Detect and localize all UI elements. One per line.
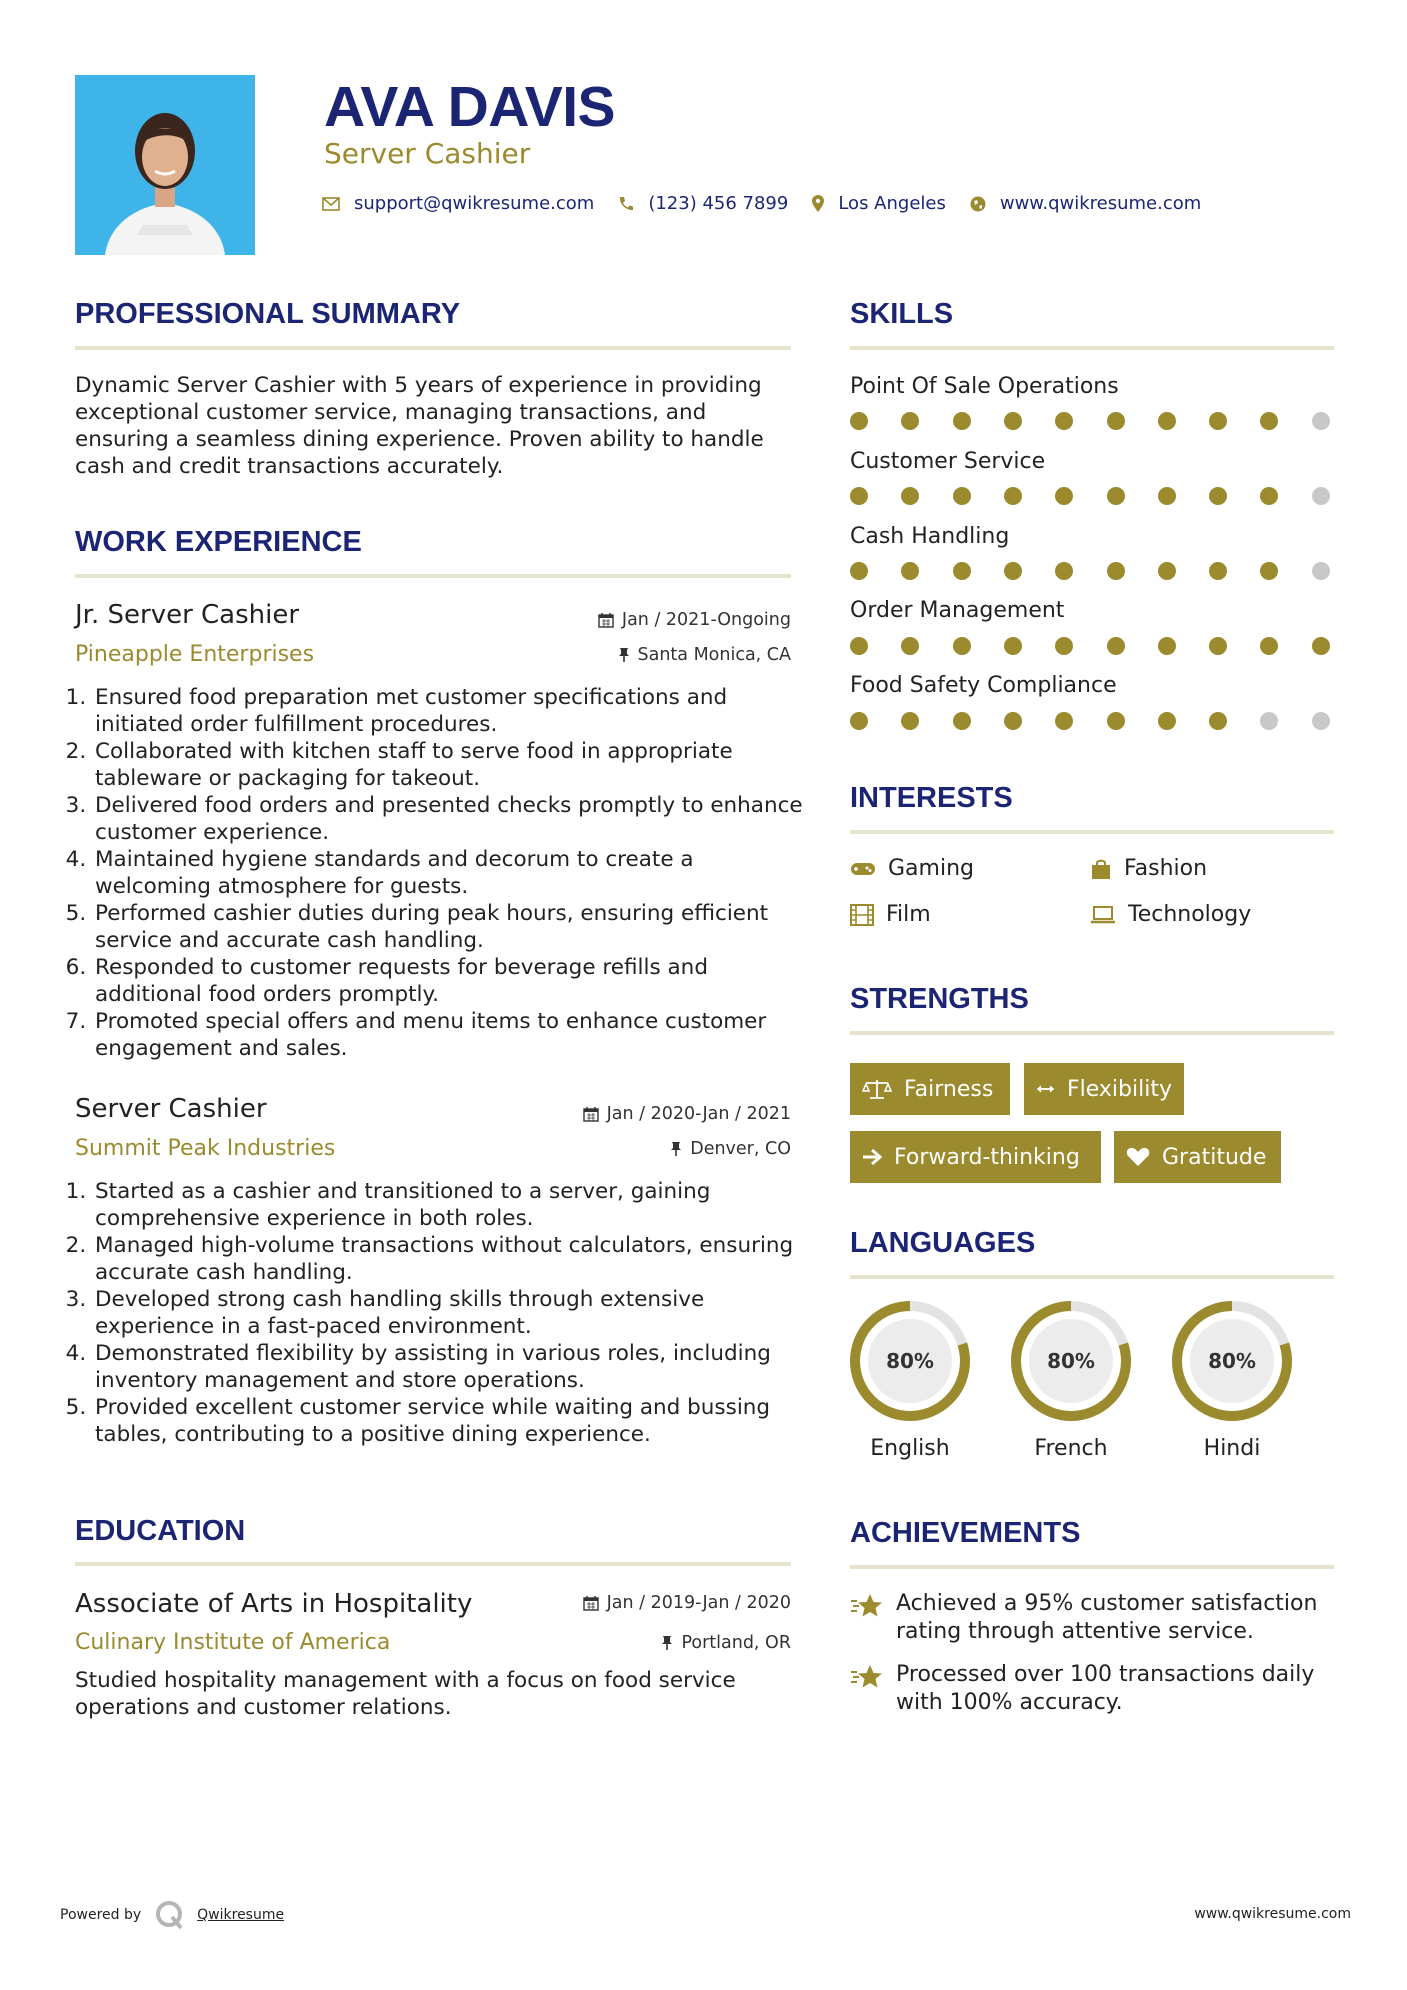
skill-dot-filled <box>1260 412 1278 430</box>
skill-dot-empty <box>1312 562 1330 580</box>
interests-rule <box>850 830 1334 834</box>
bullet-item: 4. Demonstrated flexibility by assisting in various roles, including inventory management and store operations. <box>93 1340 813 1394</box>
globe-icon <box>970 196 986 212</box>
bullet-item: 2. Collaborated with kitchen staff to serve food in appropriate tableware or packaging for takeout. <box>93 738 813 792</box>
skill-dot-filled <box>901 712 919 730</box>
calendar-icon <box>583 1595 599 1611</box>
interests-heading: INTERESTS <box>850 782 1013 814</box>
job-dates-text: Jan / 2021-Ongoing <box>621 610 791 630</box>
profile-photo <box>75 75 255 255</box>
skill-dot-filled <box>901 562 919 580</box>
skill-name: Customer Service <box>850 449 1046 474</box>
skill-dot-filled <box>1209 487 1227 505</box>
film-icon <box>850 904 874 926</box>
experience-heading: WORK EXPERIENCE <box>75 526 362 558</box>
strength-label: Forward-thinking <box>894 1144 1080 1170</box>
laptop-icon <box>1090 905 1116 925</box>
skill-dot-filled <box>850 562 868 580</box>
achievements-heading: ACHIEVEMENTS <box>850 1517 1081 1549</box>
bullet-item: 6. Responded to customer requests for beverage refills and additional food orders promptly. <box>93 954 813 1008</box>
pin-icon <box>661 1635 673 1651</box>
interest-item <box>1090 902 1251 927</box>
strengths-rule <box>850 1031 1334 1035</box>
footer-website[interactable]: www.qwikresume.com <box>1194 1906 1351 1922</box>
languages-heading: LANGUAGES <box>850 1227 1036 1259</box>
skill-dot-filled <box>1107 562 1125 580</box>
job-location <box>500 645 791 665</box>
bullet-item: 1. Started as a cashier and transitioned to a server, gaining comprehensive experience in both roles. <box>93 1178 813 1232</box>
job-title: Server Cashier <box>75 1094 267 1124</box>
bullet-item: 5. Provided excellent customer service while waiting and bussing tables, contributing to a positive dining experience. <box>93 1394 813 1448</box>
strength-badge <box>850 1063 1010 1115</box>
job-dates <box>500 1104 791 1124</box>
pin-icon <box>618 647 630 663</box>
qwikresume-logo-icon <box>153 1898 187 1932</box>
skill-dot-filled <box>1209 412 1227 430</box>
bullet-item: 4. Maintained hygiene standards and decorum to create a welcoming atmosphere for guests. <box>93 846 813 900</box>
summary-rule <box>75 346 791 350</box>
skill-dot-filled <box>1055 412 1073 430</box>
strengths-heading: STRENGTHS <box>850 983 1029 1015</box>
skill-dot-empty <box>1312 712 1330 730</box>
achievement-item <box>850 1590 1340 1646</box>
contact-website[interactable] <box>970 193 1201 214</box>
education-heading: EDUCATION <box>75 1515 246 1547</box>
skill-dot-filled <box>953 637 971 655</box>
skill-rating <box>850 712 1330 732</box>
achievement-text: Processed over 100 transactions daily with 100% accuracy. <box>896 1662 1315 1715</box>
skill-dot-filled <box>953 562 971 580</box>
skill-dot-filled <box>1107 412 1125 430</box>
job-location-text: Denver, CO <box>690 1139 791 1159</box>
interest-label: Fashion <box>1124 856 1208 881</box>
balance-scale-icon <box>862 1078 892 1100</box>
skill-dot-filled <box>901 487 919 505</box>
education-text: Studied hospitality management with a focus on food service operations and customer relations. <box>75 1668 736 1720</box>
summary-heading: PROFESSIONAL SUMMARY <box>75 298 461 330</box>
experience-rule <box>75 574 791 578</box>
job-bullets <box>75 684 813 1062</box>
envelope-icon <box>322 197 340 211</box>
bullet-item: 1. Ensured food preparation met customer specifications and initiated order fulfillment procedures. <box>93 684 813 738</box>
footer-powered-by <box>60 1898 284 1932</box>
languages-rule <box>850 1275 1334 1279</box>
contact-phone[interactable] <box>618 193 788 214</box>
language-gauge <box>1170 1299 1294 1423</box>
skill-dot-filled <box>1055 712 1073 730</box>
skill-dot-filled <box>1158 562 1176 580</box>
website-text: www.qwikresume.com <box>999 193 1202 214</box>
skills-rule <box>850 346 1334 350</box>
bullet-item: 2. Managed high-volume transactions without calculators, ensuring accurate cash handling. <box>93 1232 813 1286</box>
education-location-text: Portland, OR <box>681 1633 791 1653</box>
job-location <box>500 1139 791 1159</box>
shopping-bag-icon <box>1090 858 1112 880</box>
calendar-icon <box>598 612 614 628</box>
skill-rating <box>850 637 1330 657</box>
powered-by-text: Powered by <box>60 1907 142 1923</box>
education-location <box>500 1633 791 1653</box>
interest-item <box>850 856 974 881</box>
contact-email[interactable] <box>322 193 594 214</box>
skill-dot-filled <box>850 487 868 505</box>
heart-icon <box>1126 1147 1150 1167</box>
skill-name: Cash Handling <box>850 524 1010 549</box>
skill-dot-filled <box>1004 487 1022 505</box>
language-percent: 80% <box>1047 1349 1095 1373</box>
skill-dot-filled <box>1004 637 1022 655</box>
company-name: Pineapple Enterprises <box>75 642 315 667</box>
skill-dot-filled <box>1055 562 1073 580</box>
skill-dot-filled <box>1107 487 1125 505</box>
skill-dot-filled <box>1107 637 1125 655</box>
interest-item <box>850 902 931 927</box>
education-rule <box>75 1562 791 1566</box>
gamepad-icon <box>850 861 876 877</box>
star-icon <box>850 1592 884 1620</box>
phone-icon <box>618 196 634 212</box>
skill-dot-filled <box>1158 487 1176 505</box>
skill-dot-filled <box>953 712 971 730</box>
skill-dot-filled <box>901 412 919 430</box>
skill-dot-filled <box>850 712 868 730</box>
skill-dot-filled <box>1004 412 1022 430</box>
bullet-item: 5. Performed cashier duties during peak hours, ensuring efficient service and accurate cash handling. <box>93 900 813 954</box>
skill-dot-filled <box>1209 712 1227 730</box>
school-name: Culinary Institute of America <box>75 1630 391 1655</box>
language-percent: 80% <box>1208 1349 1256 1373</box>
email-text: support@qwikresume.com <box>354 193 595 214</box>
skill-dot-filled <box>953 412 971 430</box>
skill-dot-filled <box>1004 712 1022 730</box>
skill-dot-empty <box>1312 487 1330 505</box>
skills-heading: SKILLS <box>850 298 954 330</box>
bullet-item: 7. Promoted special offers and menu items to enhance customer engagement and sales. <box>93 1008 813 1062</box>
skill-dot-filled <box>953 487 971 505</box>
job-location-text: Santa Monica, CA <box>637 645 791 665</box>
skill-dot-filled <box>1004 562 1022 580</box>
skill-dot-filled <box>1107 712 1125 730</box>
language-gauge <box>1009 1299 1133 1423</box>
company-name: Summit Peak Industries <box>75 1136 336 1161</box>
education-dates-text: Jan / 2019-Jan / 2020 <box>606 1593 791 1613</box>
contact-bar <box>322 193 1225 214</box>
language-name: French <box>1034 1436 1108 1461</box>
summary-text: Dynamic Server Cashier with 5 years of experience in providing exceptional customer service, managing transactions, and ensuring a seamless dining experience. Proven ability to handle cash and credit transactions accurately. <box>75 373 764 479</box>
job-title: Jr. Server Cashier <box>75 600 300 630</box>
calendar-icon <box>583 1106 599 1122</box>
skill-rating <box>850 412 1330 432</box>
arrow-right-icon <box>862 1148 882 1166</box>
skill-dot-filled <box>850 412 868 430</box>
skill-dot-filled <box>1260 562 1278 580</box>
strength-label: Fairness <box>904 1076 994 1102</box>
phone-text: (123) 456 7899 <box>648 193 789 214</box>
skill-dot-filled <box>1312 637 1330 655</box>
skill-name: Food Safety Compliance <box>850 673 1117 698</box>
strength-label: Gratitude <box>1162 1144 1267 1170</box>
language-percent: 80% <box>886 1349 934 1373</box>
job-dates <box>500 610 791 630</box>
skill-name: Order Management <box>850 598 1065 623</box>
skill-dot-filled <box>1209 562 1227 580</box>
achievement-text: Achieved a 95% customer satisfaction rating through attentive service. <box>896 1591 1318 1644</box>
strength-badge <box>1024 1063 1184 1115</box>
skill-dot-filled <box>1158 412 1176 430</box>
star-icon <box>850 1663 884 1691</box>
map-marker-icon <box>812 195 824 212</box>
skill-dot-filled <box>1055 637 1073 655</box>
job-bullets <box>75 1178 813 1448</box>
achievement-item <box>850 1661 1340 1717</box>
education-dates <box>500 1593 791 1613</box>
interest-label: Technology <box>1128 902 1252 927</box>
interest-label: Gaming <box>888 856 974 881</box>
job-dates-text: Jan / 2020-Jan / 2021 <box>606 1104 791 1124</box>
skill-dot-filled <box>1158 712 1176 730</box>
arrows-horizontal-icon <box>1036 1082 1055 1096</box>
skill-dot-filled <box>1158 637 1176 655</box>
interest-item <box>1090 856 1207 881</box>
language-name: Hindi <box>1203 1436 1261 1461</box>
bullet-item: 3. Developed strong cash handling skills through extensive experience in a fast-paced environment. <box>93 1286 813 1340</box>
skill-dot-empty <box>1260 712 1278 730</box>
skill-dot-filled <box>850 637 868 655</box>
skill-dot-filled <box>1260 637 1278 655</box>
candidate-title: Server Cashier <box>324 137 531 170</box>
skill-rating <box>850 487 1330 507</box>
skill-dot-filled <box>1055 487 1073 505</box>
achievements-rule <box>850 1565 1334 1569</box>
degree-title: Associate of Arts in Hospitality <box>75 1589 473 1619</box>
skill-dot-filled <box>1260 487 1278 505</box>
strength-label: Flexibility <box>1067 1076 1172 1102</box>
candidate-name: AVA DAVIS <box>324 75 616 139</box>
contact-location <box>812 193 946 214</box>
pin-icon <box>670 1141 682 1157</box>
language-gauge <box>848 1299 972 1423</box>
location-text: Los Angeles <box>838 193 946 214</box>
strength-badge <box>1114 1131 1281 1183</box>
skill-dot-filled <box>901 637 919 655</box>
skill-name: Point Of Sale Operations <box>850 374 1119 399</box>
language-name: English <box>870 1436 950 1461</box>
skill-dot-empty <box>1312 412 1330 430</box>
strength-badge <box>850 1131 1101 1183</box>
interest-label: Film <box>886 902 931 927</box>
brand-link[interactable]: Qwikresume <box>197 1907 285 1923</box>
skill-dot-filled <box>1209 637 1227 655</box>
skill-rating <box>850 562 1330 582</box>
bullet-item: 3. Delivered food orders and presented checks promptly to enhance customer experience. <box>93 792 813 846</box>
